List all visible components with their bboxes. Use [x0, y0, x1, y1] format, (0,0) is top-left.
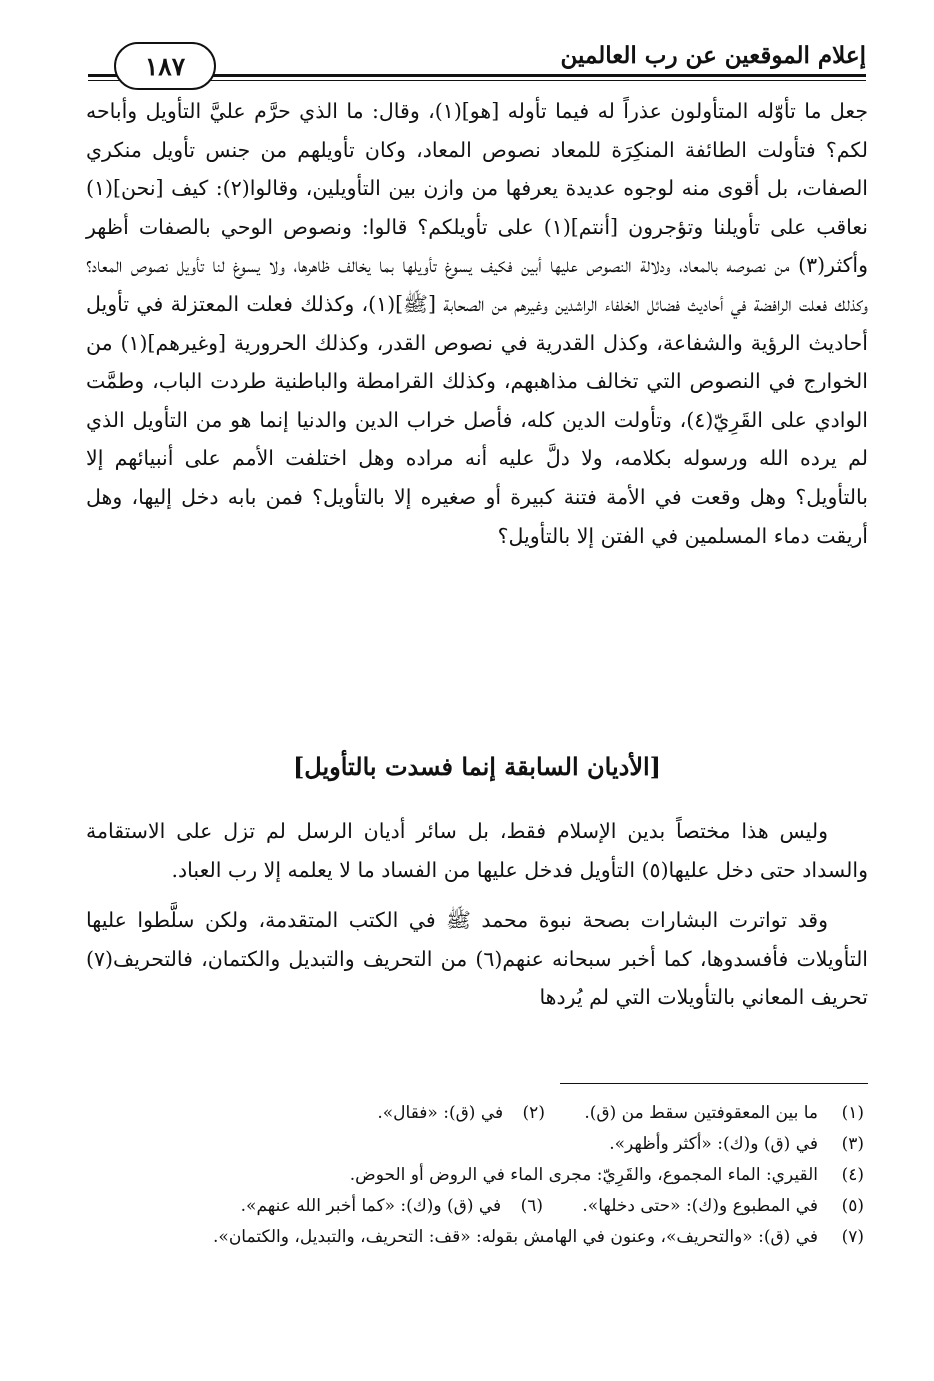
main-text	[86, 92, 868, 555]
footnote-text-part: ما بين المعقوفتين سقط من (ق).	[584, 1103, 818, 1123]
footnote-text-part: في (ق) و(ك): «كما أخبر الله عنهم».	[240, 1196, 502, 1216]
footnote-row	[86, 1098, 864, 1129]
footnote-rule	[560, 1083, 868, 1084]
footnote-number: (٤)	[841, 1165, 864, 1185]
paragraph-2: وليس هذا مختصاً بدين الإسلام فقط، بل سائر أديان الرسل لم تزل على الاستقامة والسداد حتى دخل عليها(٥) التأويل فدخل عليها من الفساد ما لا يعلمه إلا رب العباد.	[86, 819, 868, 882]
footnote-number: (٧)	[841, 1227, 864, 1247]
footnote-row	[86, 1129, 864, 1160]
page-number: ١٨٧	[114, 42, 216, 90]
footnote-text: في (ق): «والتحريف»، وعنون في الهامش بقوله: «قف: التحريف، والتبديل، والكتمان».	[213, 1227, 818, 1247]
footnote-text: في (ق) و(ك): «أكثر وأظهر».	[609, 1134, 818, 1154]
footnote-row	[86, 1222, 864, 1253]
footnote-number: (٦)	[520, 1196, 543, 1216]
footnote-number: (٢)	[522, 1103, 545, 1123]
paragraph-1: جعل ما تأوّله المتأولون عذراً له فيما تأوله [هو](١)، وقال: ما الذي حرَّم عليَّ التأويل وأباحه لكم؟ فتأولت الطائفة المنكِرَة للمعاد نصوص المعاد، وكان تأويلهم من جنس تأويل منكري الصفات، بل أقوى منه لوجوه عديدة يعرفها من وازن بين التأويلين، وقالوا(٢): كيف [نحن](١) نعاقب على تأويلنا وتؤجرون [أنتم](١) على تأويلكم؟ قالوا: ونصوص الوحي بالصفات أظهر وأكثر(٣) من نصوصه بالمعاد، ودلالة النصوص عليها أبين فكيف يسوغ تأويلها بما يخالف ظاهرها، ولا يسوغ لنا تأويل نصوص المعاد؟ وكذلك فعلت الرافضة في أحاديث فضائل الخلفاء الراشدين وغيرهم من الصحابة [ﷺ](١)، وكذلك فعلت المعتزلة في تأويل أحاديث الرؤية والشفاعة، وكذل القدرية في نصوص القدر، وكذلك الحرورية [وغيرهم](١) من الخوارج في النصوص التي تخالف مذاهبهم، وكذلك القرامطة والباطنية طردت الباب، وطمَّت الوادي على القَرِيّ(٤)، وتأولت الدين كله، فأصل خراب الدين والدنيا إنما هو من التأويل الذي لم يرده الله ورسوله بكلامه، ولا دلَّ عليه أنه مراده وهل اختلفت الأمم على أنبيائهم إلا بالتأويل؟ وهل وقعت في الأمة فتنة كبيرة أو صغيره إلا بالتأويل؟ فمن بابه دخل إليها، وهل أريقت دماء المسلمين في الفتن إلا بالتأويل؟	[86, 99, 869, 548]
footnote-text: القيري: الماء المجموع، والقَرِيّ: مجرى الماء في الروض أو الحوض.	[349, 1165, 818, 1185]
footnote-text	[86, 1098, 818, 1129]
footnote-number: (٥)	[841, 1196, 864, 1216]
section-text	[86, 812, 868, 1017]
footnote-row	[86, 1191, 864, 1222]
footnote-text-part: في (ق): «فقال».	[377, 1103, 504, 1123]
paragraph-3: وقد تواترت البشارات بصحة نبوة محمد ﷺ في الكتب المتقدمة، ولكن سلَّطوا عليها التأويلات فأفسدوها، كما أخبر سبحانه عنهم(٦) من التحريف والتبديل والكتمان، فالتحريف(٧) تحريف المعاني بالتأويلات التي لم يُردها	[86, 908, 869, 1010]
footnotes	[86, 1098, 864, 1253]
footnote-row	[86, 1160, 864, 1191]
section-heading: [الأديان السابقة إنما فسدت بالتأويل]	[292, 752, 662, 781]
page-header	[88, 38, 866, 88]
footnote-number: (٣)	[841, 1134, 864, 1154]
footnote-text-part: في المطبوع و(ك): «حتى دخلها».	[582, 1196, 818, 1216]
footnote-text	[86, 1191, 818, 1222]
book-title: إعلام الموقعين عن رب العالمين	[560, 42, 866, 69]
footnote-number: (١)	[841, 1103, 864, 1123]
